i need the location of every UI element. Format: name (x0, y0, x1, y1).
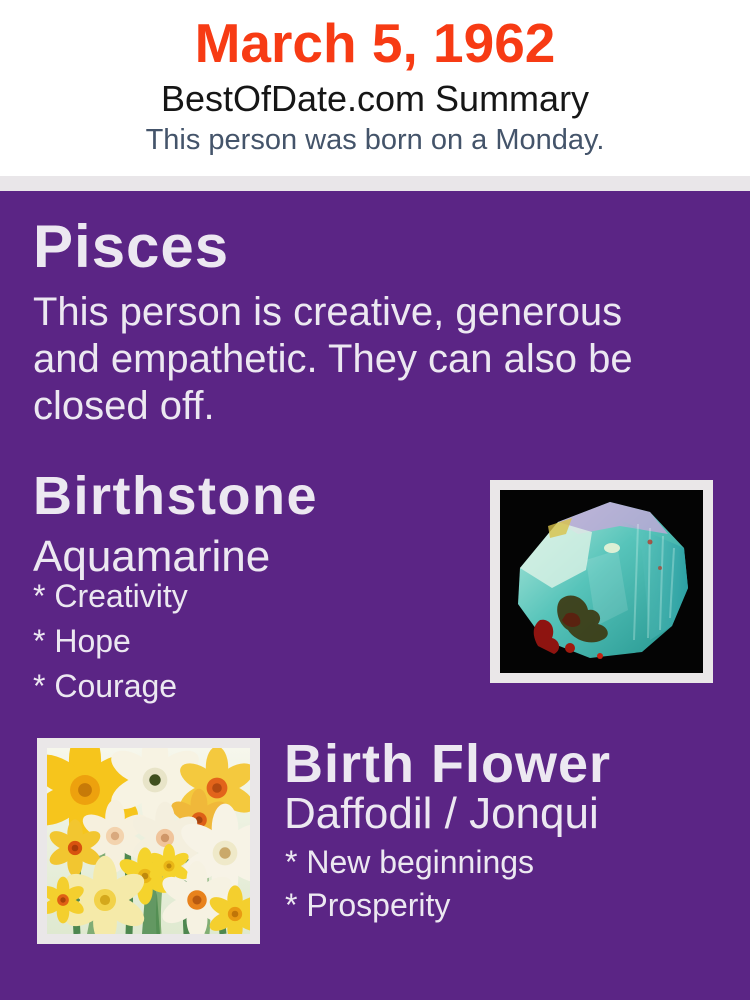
birthstone-name: Aquamarine (33, 532, 271, 581)
birthstone-trait-list (33, 574, 188, 709)
birth-flower-title: Birth Flower (284, 734, 612, 794)
date-title: March 5, 1962 (194, 12, 556, 74)
trait-item: * Prosperity (285, 887, 451, 923)
birthstone-image (490, 480, 713, 683)
birth-flower-image (37, 738, 260, 944)
divider-band (0, 176, 750, 191)
trait-item: * Hope (33, 623, 131, 659)
zodiac-title: Pisces (33, 213, 230, 280)
trait-item: * Creativity (33, 578, 188, 614)
birth-flower-name: Daffodil / Jonqui (284, 789, 599, 838)
trait-item: * Courage (33, 668, 178, 704)
birth-flower-trait-list (285, 841, 534, 927)
weekday-note: This person was born on a Monday. (145, 124, 605, 156)
site-summary: BestOfDate.com Summary (160, 78, 590, 119)
zodiac-description: This person is creative, generous and empathetic. They can also be closed off. (33, 290, 633, 428)
birthstone-title: Birthstone (33, 466, 318, 526)
header (0, 0, 750, 176)
aquamarine-stone-illustration (500, 490, 703, 673)
daffodil-flowers-illustration (47, 748, 250, 934)
trait-item: * New beginnings (285, 844, 535, 880)
